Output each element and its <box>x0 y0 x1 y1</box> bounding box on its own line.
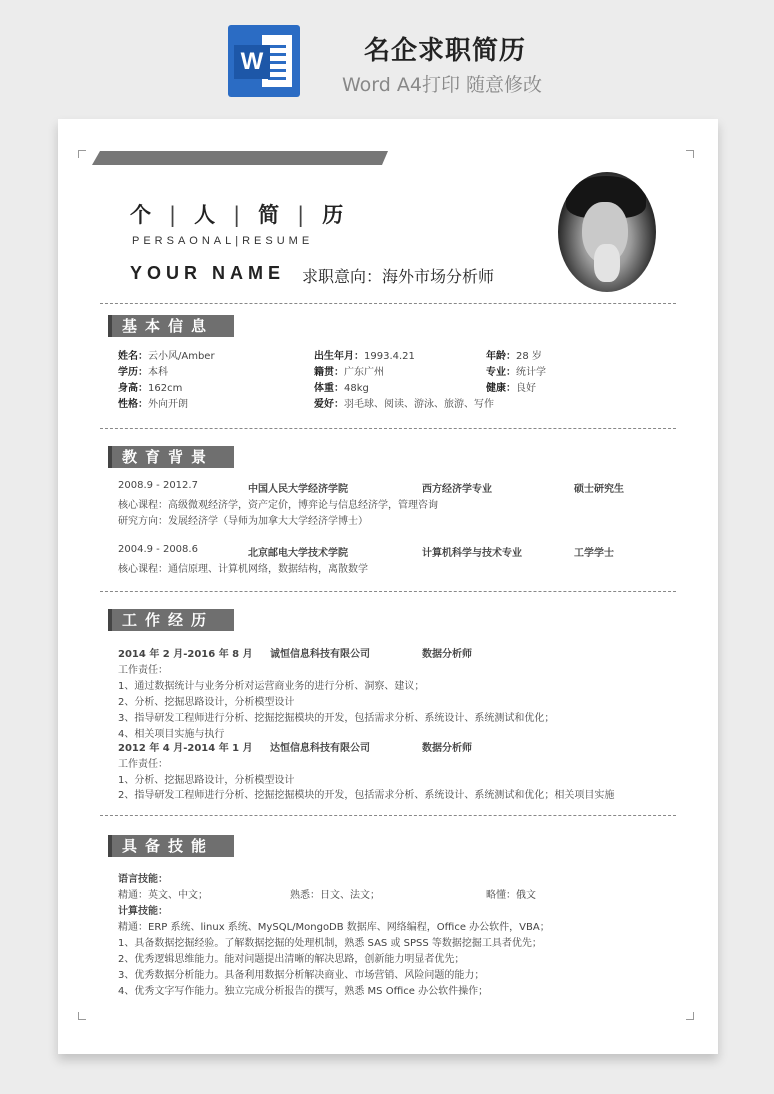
job-detail: 1、分析、挖掘思路设计，分析模型设计 <box>118 775 295 786</box>
corner-mark <box>686 1012 694 1020</box>
skill-line: 3、优秀数据分析能力。具备利用数据分析解决商业、市场营销、风险问题的能力； <box>118 970 485 981</box>
edu-major: 计算机科学与技术专业 <box>422 548 522 559</box>
info-hobbies: 爱好：羽毛球、阅读、游泳、旅游、写作 <box>314 399 494 410</box>
info-health: 健康：良好 <box>486 383 536 394</box>
job-company: 诚恒信息科技有限公司 <box>270 649 370 660</box>
skill-lang-title: 语言技能： <box>118 874 168 885</box>
job-period: 2014 年 2 月-2016 年 8 月 <box>118 649 253 660</box>
corner-mark <box>78 1012 86 1020</box>
skill-comp-title: 计算技能： <box>118 906 168 917</box>
banner-title: 名企求职简历 <box>363 36 526 66</box>
job-role: 数据分析师 <box>422 743 472 754</box>
skill-line: 2、优秀逻辑思维能力。能对问题提出清晰的解决思路，创新能力明显者优先； <box>118 954 465 965</box>
candidate-name: YOUR NAME <box>130 263 286 283</box>
edu-major: 西方经济学专业 <box>422 484 492 495</box>
info-major: 专业：统计学 <box>486 367 546 378</box>
skill-lang-item: 熟悉：日文、法文； <box>290 890 380 901</box>
job-detail: 工作责任： <box>118 759 168 770</box>
job-detail: 1、通过数据统计与业务分析对运营商业务的进行分析、洞察、建议； <box>118 681 425 692</box>
corner-mark <box>686 150 694 158</box>
skill-line: 1、具备数据挖掘经验。了解数据挖掘的处理机制，熟悉 SAS 或 SPSS 等数据挖掘工具者优先； <box>118 938 542 949</box>
top-decor-bar <box>92 151 388 165</box>
resume-title-en: PERSAONAL|RESUME <box>132 235 314 247</box>
skill-lang-item: 略懂：俄文 <box>486 890 536 901</box>
edu-degree: 工学学士 <box>574 548 614 559</box>
edu-period: 2004.9 - 2008.6 <box>118 544 198 555</box>
section-work-heading: 工作经历 <box>108 609 234 631</box>
divider <box>100 815 676 816</box>
job-role: 数据分析师 <box>422 649 472 660</box>
job-detail: 2、分析、挖掘思路设计，分析模型设计 <box>118 697 295 708</box>
info-weight: 体重：48kg <box>314 383 369 394</box>
edu-detail: 核心课程：高级微观经济学，资产定价，博弈论与信息经济学，管理咨询 <box>118 500 438 511</box>
skill-line: 4、优秀文字写作能力。独立完成分析报告的撰写，熟悉 MS Office 办公软件操作； <box>118 986 489 997</box>
info-education: 学历：本科 <box>118 367 168 378</box>
edu-school: 北京邮电大学技术学院 <box>248 548 348 559</box>
edu-school: 中国人民大学经济学院 <box>248 484 348 495</box>
banner-subtitle: Word A4打印 随意修改 <box>341 74 542 96</box>
job-detail: 3、指导研发工程师进行分析、挖掘挖掘模块的开发，包括需求分析、系统设计、系统测试和优化； <box>118 713 555 724</box>
job-intent: 求职意向：海外市场分析师 <box>302 267 495 286</box>
job-company: 达恒信息科技有限公司 <box>270 743 370 754</box>
job-detail: 4、相关项目实施与执行 <box>118 729 225 740</box>
info-height: 身高：162cm <box>118 383 183 394</box>
divider <box>100 428 676 429</box>
edu-degree: 硕士研究生 <box>574 484 624 495</box>
skill-lang-item: 精通：英文、中文； <box>118 890 208 901</box>
profile-photo <box>558 172 656 292</box>
word-icon: W <box>228 25 300 97</box>
section-education-heading: 教育背景 <box>108 446 234 468</box>
info-personality: 性格：外向开朗 <box>118 399 188 410</box>
edu-detail: 研究方向：发展经济学（导师为加拿大大学经济学博士） <box>118 516 368 527</box>
edu-period: 2008.9 - 2012.7 <box>118 480 198 491</box>
section-skills-heading: 具备技能 <box>108 835 234 857</box>
divider <box>100 303 676 304</box>
resume-page <box>58 119 718 1054</box>
corner-mark <box>78 150 86 158</box>
edu-detail: 核心课程：通信原理、计算机网络，数据结构，离散数学 <box>118 564 368 575</box>
job-detail: 工作责任： <box>118 665 168 676</box>
info-hometown: 籍贯：广东广州 <box>314 367 384 378</box>
info-age: 年龄：28 岁 <box>486 351 542 362</box>
divider <box>100 591 676 592</box>
job-detail: 2、指导研发工程师进行分析、挖掘挖掘模块的开发，包括需求分析、系统设计、系统测试和优化；相关项目实施 <box>118 790 615 801</box>
section-basic-heading: 基本信息 <box>108 315 234 337</box>
skill-line: 精通：ERP 系统、linux 系统、MySQL/MongoDB 数据库、网络编程，Office 办公软件，VBA； <box>118 922 550 933</box>
info-name: 姓名：云小风/Amber <box>118 351 215 362</box>
job-period: 2012 年 4 月-2014 年 1 月 <box>118 743 253 754</box>
info-birth: 出生年月：1993.4.21 <box>314 351 415 362</box>
header-banner <box>0 0 774 118</box>
resume-title: 个 | 人 | 简 | 历 <box>130 203 348 227</box>
